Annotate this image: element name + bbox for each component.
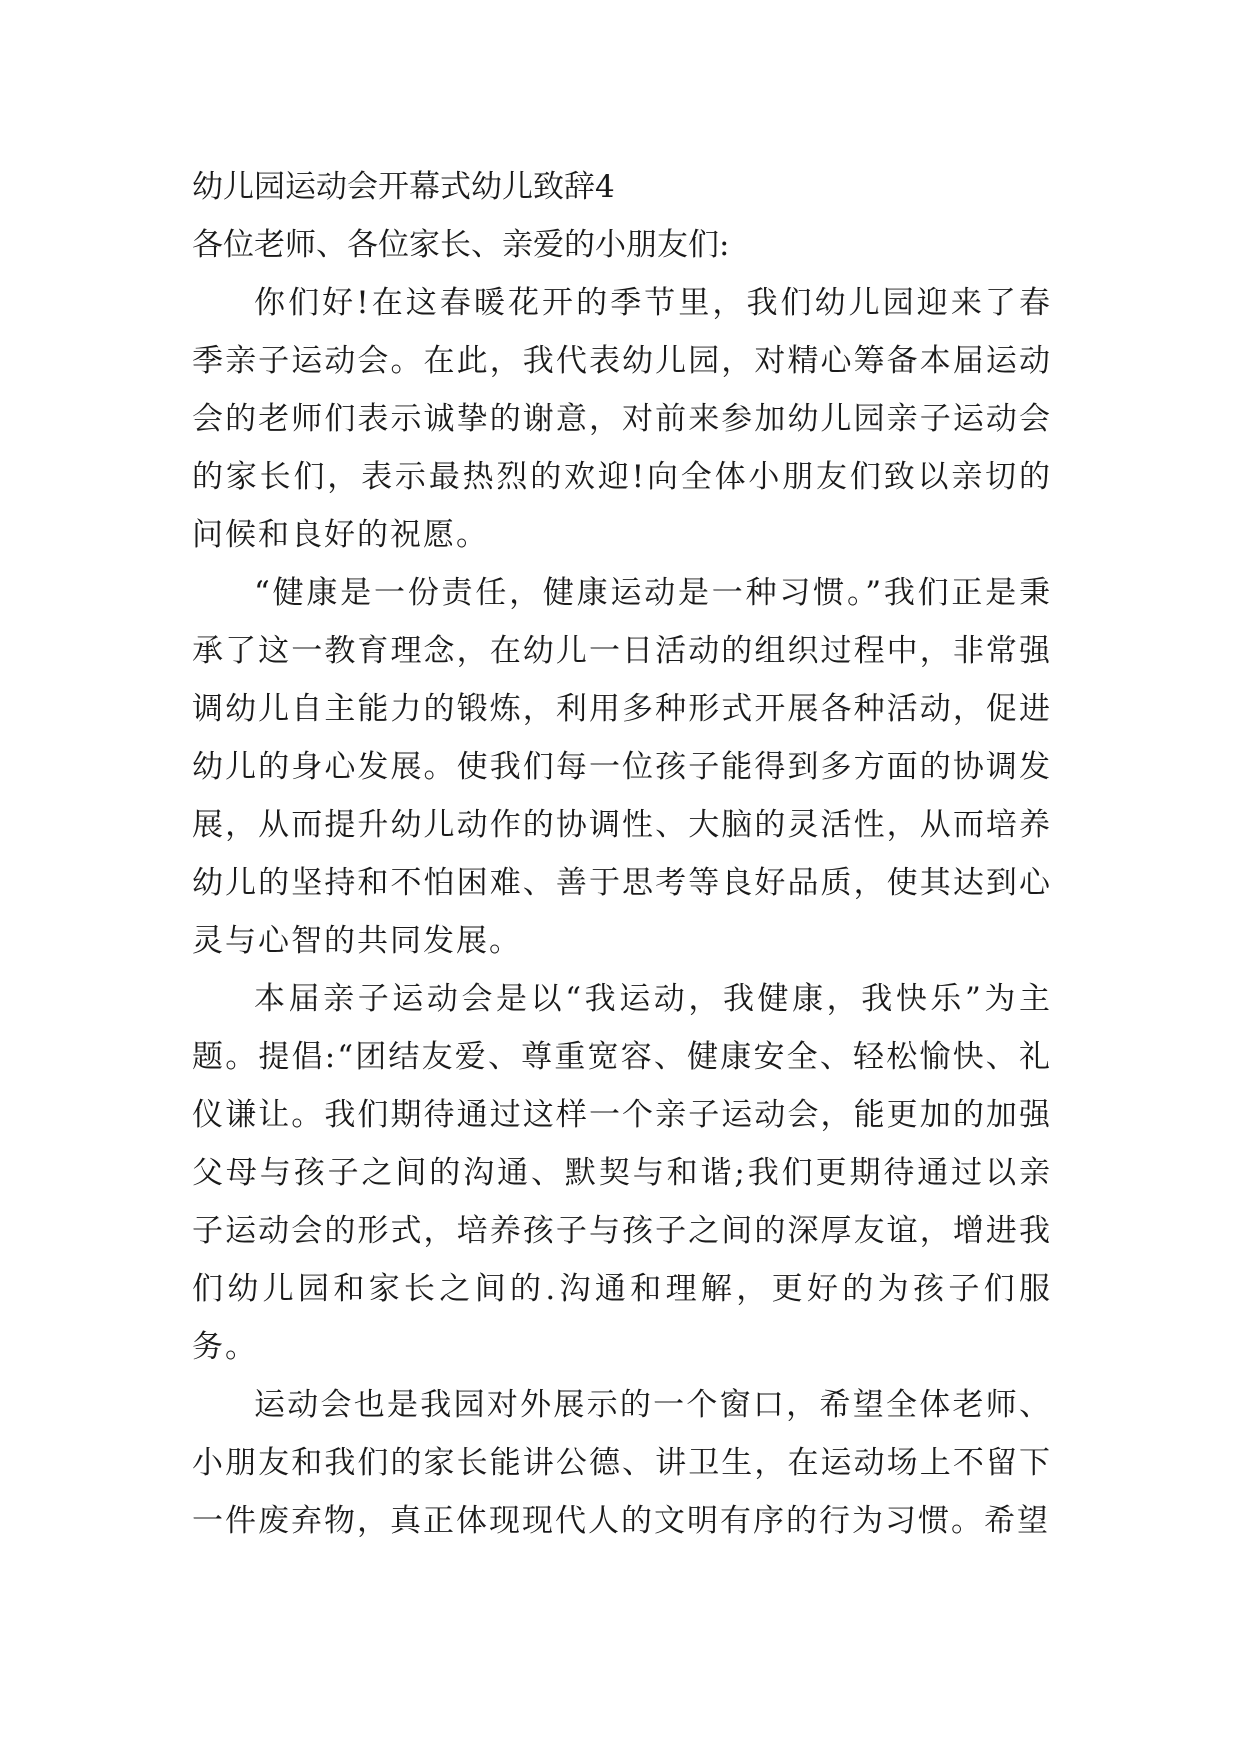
salutation: 各位老师、各位家长、亲爱的小朋友们:	[192, 227, 730, 263]
document-title: 幼儿园运动会开幕式幼儿致辞4	[192, 169, 615, 205]
paragraph-theme: 本届亲子运动会是以“我运动，我健康，我快乐”为主题。提倡:“团结友爱、尊重宽容、健康安全、轻松愉快、礼仪谦让。我们期待通过这样一个亲子运动会，能更加的加强父母与孩子之间的沟通、默契与和谐;我们更期待通过以亲子运动会的形式，培养孩子与孩子之间的深厚友谊，增进我们幼儿园和家长之间的.沟通和理解，更好的为孩子们服务。	[192, 981, 1052, 1365]
paragraph-conduct: 运动会也是我园对外展示的一个窗口，希望全体老师、小朋友和我们的家长能讲公德、讲卫生，在运动场上不留下一件废弃物，真正体现现代人的文明有序的行为习惯。希望	[192, 1387, 1052, 1539]
paragraph-health-philosophy: “健康是一份责任，健康运动是一种习惯。”我们正是秉承了这一教育理念，在幼儿一日活动的组织过程中，非常强调幼儿自主能力的锻炼，利用多种形式开展各种活动，促进幼儿的身心发展。使我们每一位孩子能得到多方面的协调发展，从而提升幼儿动作的协调性、大脑的灵活性，从而培养幼儿的坚持和不怕困难、善于思考等良好品质，使其达到心灵与心智的共同发展。	[192, 575, 1052, 959]
paragraph-greeting: 你们好!在这春暖花开的季节里，我们幼儿园迎来了春季亲子运动会。在此，我代表幼儿园，对精心筹备本届运动会的老师们表示诚挚的谢意，对前来参加幼儿园亲子运动会的家长们，表示最热烈的欢迎!向全体小朋友们致以亲切的问候和良好的祝愿。	[192, 285, 1052, 553]
document-body	[192, 158, 1052, 1550]
